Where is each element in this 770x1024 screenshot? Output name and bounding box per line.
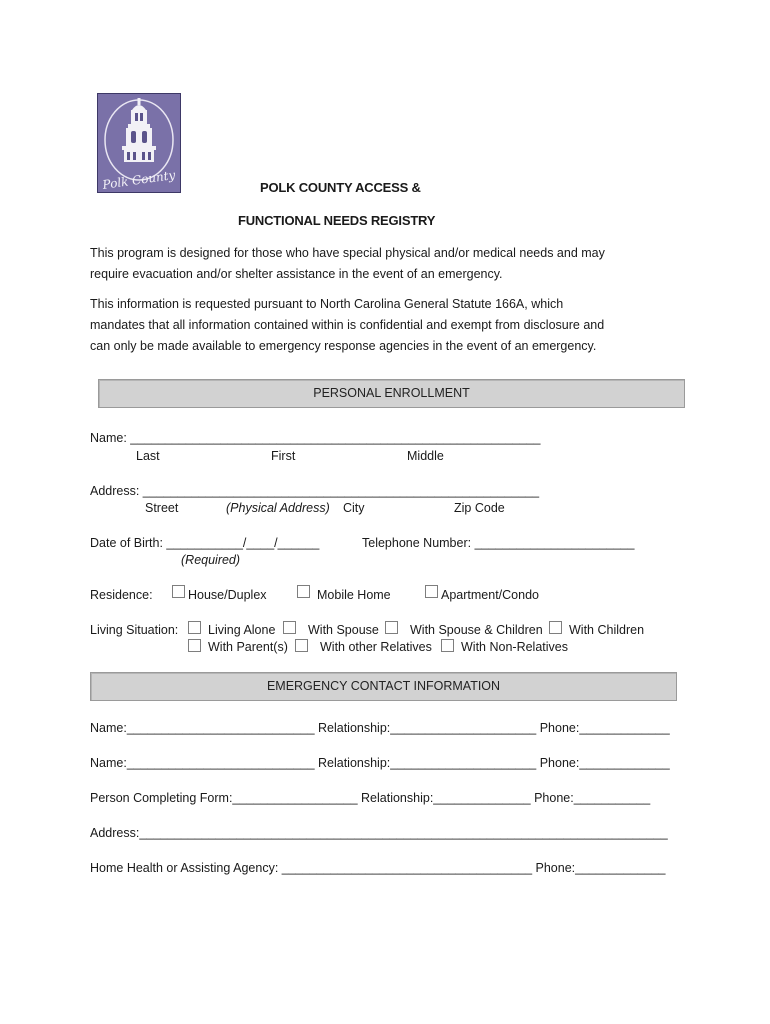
logo-text: Polk County [101,167,177,192]
home-health-agency-row[interactable]: Home Health or Assisting Agency: ____________________________________ Phone:_____________ [90,861,666,875]
residence-house-label: House/Duplex [188,588,267,602]
intro-p1-line1: This program is designed for those who have special physical and/or medical needs and may [90,246,605,260]
intro-paragraph-2 [90,294,690,357]
form-title-line1: POLK COUNTY ACCESS & [260,180,421,195]
residence-apartment-label: Apartment/Condo [441,588,539,602]
living-alone-label: Living Alone [208,623,276,637]
name-field[interactable]: Name: ___________________________________________________________ [90,431,541,445]
address-city-caption: City [343,501,365,515]
intro-paragraph-1 [90,243,690,285]
living-alone-checkbox[interactable] [188,621,201,634]
residence-mobile-home-label: Mobile Home [317,588,391,602]
emergency-contact-heading: EMERGENCY CONTACT INFORMATION [90,672,677,701]
with-spouse-children-label: With Spouse & Children [410,623,543,637]
intro-p2-line1: This information is requested pursuant to North Carolina General Statute 166A, which [90,297,564,311]
address-zip-caption: Zip Code [454,501,505,515]
with-parents-checkbox[interactable] [188,639,201,652]
address-physical-caption: (Physical Address) [226,501,330,515]
emergency-contact-2-row[interactable]: Name:___________________________ Relationship:_____________________ Phone:_____________ [90,756,670,770]
name-last-caption: Last [136,449,160,463]
intro-p2-line3: can only be made available to emergency response agencies in the event of an emergency. [90,339,597,353]
residence-mobile-home-checkbox[interactable] [297,585,310,598]
with-parents-label: With Parent(s) [208,640,288,654]
with-non-relatives-checkbox[interactable] [441,639,454,652]
polk-county-logo [97,93,181,193]
residence-apartment-checkbox[interactable] [425,585,438,598]
name-middle-caption: Middle [407,449,444,463]
person-completing-form-row[interactable]: Person Completing Form:__________________ Relationship:______________ Phone:___________ [90,791,651,805]
with-spouse-checkbox[interactable] [283,621,296,634]
emergency-address-row[interactable]: Address:____________________________________________________________________________ [90,826,668,840]
with-spouse-label: With Spouse [308,623,379,637]
with-spouse-children-checkbox[interactable] [385,621,398,634]
with-other-relatives-label: With other Relatives [320,640,432,654]
intro-p1-line2: require evacuation and/or shelter assistance in the event of an emergency. [90,267,503,281]
residence-label: Residence: [90,588,153,602]
form-title-line2: FUNCTIONAL NEEDS REGISTRY [238,213,436,228]
living-situation-label: Living Situation: [90,623,179,637]
date-of-birth-field[interactable]: Date of Birth: ___________/____/______ [90,536,320,550]
with-children-label: With Children [569,623,645,637]
address-street-caption: Street [145,501,179,515]
name-first-caption: First [271,449,296,463]
intro-p2-line2: mandates that all information contained within is confidential and exempt from disclosure and [90,318,605,332]
emergency-contact-1-row[interactable]: Name:___________________________ Relationship:_____________________ Phone:_____________ [90,721,670,735]
residence-house-checkbox[interactable] [172,585,185,598]
dob-required-caption: (Required) [181,553,241,567]
with-children-checkbox[interactable] [549,621,562,634]
address-field[interactable]: Address: _________________________________________________________ [90,484,540,498]
with-other-relatives-checkbox[interactable] [295,639,308,652]
telephone-number-field[interactable]: Telephone Number: _______________________ [362,536,635,550]
personal-enrollment-heading: PERSONAL ENROLLMENT [98,379,685,408]
courthouse-icon [98,94,180,192]
with-non-relatives-label: With Non-Relatives [461,640,568,654]
